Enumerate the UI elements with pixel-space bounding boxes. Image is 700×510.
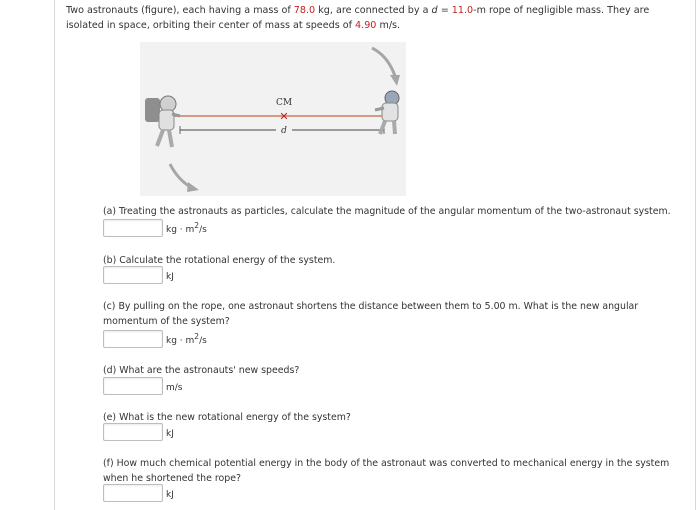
unit-d: m/s [166,383,183,393]
answer-row-d [103,377,183,395]
question-d: (d) What are the astronauts' new speeds? [103,365,300,376]
answer-row-c [103,330,207,348]
unit-f: kJ [166,490,174,500]
question-a: (a) Treating the astronauts as particles, calculate the magnitude of the angular momentum of the two-astronaut system. [103,206,671,217]
answer-input-e[interactable] [103,423,163,441]
d-label: d [281,126,287,136]
intro-text: = [437,5,452,16]
d-variable: d [431,5,438,16]
answer-input-c[interactable] [103,330,163,348]
answer-row-f [103,484,174,502]
intro-text: m/s. [376,20,401,31]
question-b: (b) Calculate the rotational energy of the system. [103,255,336,266]
rotation-arrow-top [372,48,395,76]
answer-input-f[interactable] [103,484,163,502]
answer-input-d[interactable] [103,377,163,395]
intro-text: kg, are connected by a [315,5,432,16]
problem-intro [66,3,686,33]
unit-e: kJ [166,429,174,439]
answer-row-b [103,266,174,284]
answer-row-a [103,219,207,237]
cm-marker: ✕ [279,110,289,123]
answer-input-b[interactable] [103,266,163,284]
unit-b: kJ [166,272,174,282]
question-c: (c) By pulling on the rope, one astronaut shortens the distance between them to 5.00 m. What is the new angular momentum of the system? [103,301,639,327]
rotation-arrowhead-top [390,75,400,86]
figure-svg [140,42,406,196]
unit-c: kg · $m^2/s$ [166,332,207,346]
mass-value: 78.0 [293,5,316,16]
cm-label: CM [275,98,293,108]
question-f: (f) How much chemical potential energy in the body of the astronaut was converted to mechanical energy in the system when he shortened the rope? [103,458,670,484]
intro-text: -m rope of negligible mass. They are isolated in space, orbiting their center of mass at speeds of [66,5,650,31]
astronaut-left-icon [145,96,180,147]
unit-a: kg · $m^2/s$ [166,221,207,235]
distance-value: 11.0 [451,5,474,16]
astronaut-right-icon [375,91,399,134]
astronaut-figure [140,42,406,196]
rotation-arrowhead-bottom [187,182,199,192]
question-e: (e) What is the new rotational energy of the system? [103,412,351,423]
speed-value: 4.90 [355,20,377,31]
intro-text: Two astronauts (figure), each having a mass of [66,5,294,16]
answer-row-e [103,423,174,441]
answer-input-a[interactable] [103,219,163,237]
